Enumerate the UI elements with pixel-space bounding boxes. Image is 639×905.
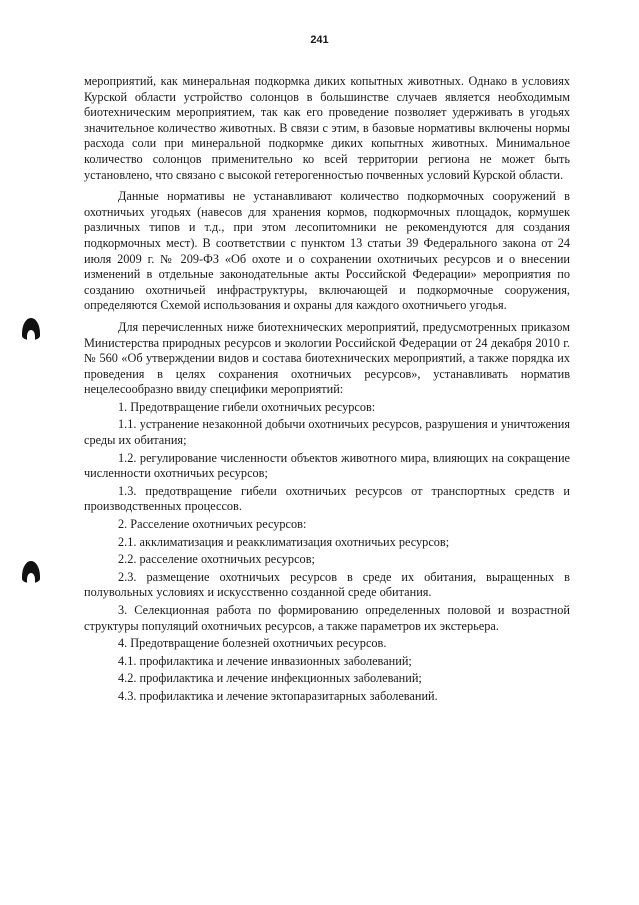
list-item: 2. Расселение охотничьих ресурсов: (118, 517, 307, 532)
document-body (84, 74, 570, 705)
punch-hole-mark (22, 318, 40, 340)
list-item: 2.3. размещение охотничьих ресурсов в среде их обитания, выращенных в полувольных условиях и искусственно созданной среде обитания. (84, 569, 570, 600)
list-item: 3. Селекционная работа по формированию определенных половой и возрастной структуры популяций охотничьих ресурсов, а также параметров их экстерьера. (84, 603, 570, 633)
list-item: 4.1. профилактика и лечение инвазионных заболеваний; (118, 653, 412, 668)
list-item: 1.2. регулирование численности объектов животного мира, влияющих на сокращение численности охотничьих ресурсов; (84, 450, 570, 481)
list-item: 4.3. профилактика и лечение эктопаразитарных заболеваний. (118, 688, 438, 703)
punch-hole-mark (22, 561, 40, 583)
list-item: 1.1. устранение незаконной добычи охотничьих ресурсов, разрушения и уничтожения среды их обитания; (84, 417, 570, 448)
list-item: 1.3. предотвращение гибели охотничьих ресурсов от транспортных средств и производственных процессов. (84, 483, 570, 514)
paragraph: Данные нормативы не устанавливают количество подкормочных сооружений в охотничьих угодьях (навесов для хранения кормов, подкормочных площадок, кормушек различных типов и т.д., при этом лесопитомники не рекомендуются для создания подкормочных мест). В соответствии с пунктом 13 статьи 39 Федерального закона от 24 июля 2009 г. № 209-ФЗ «Об охоте и о сохранении охотничьих ресурсов и о внесении изменений в отдельные законодательные акты Российской Федерации» мероприятия по созданию охотничьей инфраструктуры, включающей и подкормочные сооружения, определяются Схемой использования и охраны для каждого охотничьего угодья. (84, 189, 570, 313)
paragraph: Для перечисленных ниже биотехнических мероприятий, предусмотренных приказом Министерства природных ресурсов и экологии Российской Федерации от 24 декабря 2010 г. № 560 «Об утверждении видов и состава биотехнических мероприятий, а также порядка их проведения в целях сохранения охотничьих ресурсов», устанавливать норматив нецелесообразно ввиду специфики мероприятий: (84, 319, 570, 397)
list-item: 1. Предотвращение гибели охотничьих ресурсов: (118, 399, 376, 414)
list-item: 2.1. акклиматизация и реакклиматизация охотничьих ресурсов; (118, 534, 450, 549)
list-item: 4. Предотвращение болезней охотничьих ресурсов. (118, 636, 387, 651)
paragraph: мероприятий, как минеральная подкормка диких копытных животных. Однако в условиях Курской области устройство солонцов в большинстве случаев является необходимым биотехническим мероприятием, так как его проведение позволяет удерживать в угодьях значительное количество животных. В связи с этим, в базовые нормативы включены нормы расхода соли при минеральной подкормке диких копытных животных. Минимальное количество солонцов применительно ко всей территории региона не может быть установлено, что связано с высокой гетерогенностью почвенных условий Курской области. (84, 74, 570, 182)
list-item: 2.2. расселение охотничьих ресурсов; (118, 552, 315, 567)
list-item: 4.2. профилактика и лечение инфекционных заболеваний; (118, 671, 422, 686)
page-number: 241 (310, 34, 329, 46)
